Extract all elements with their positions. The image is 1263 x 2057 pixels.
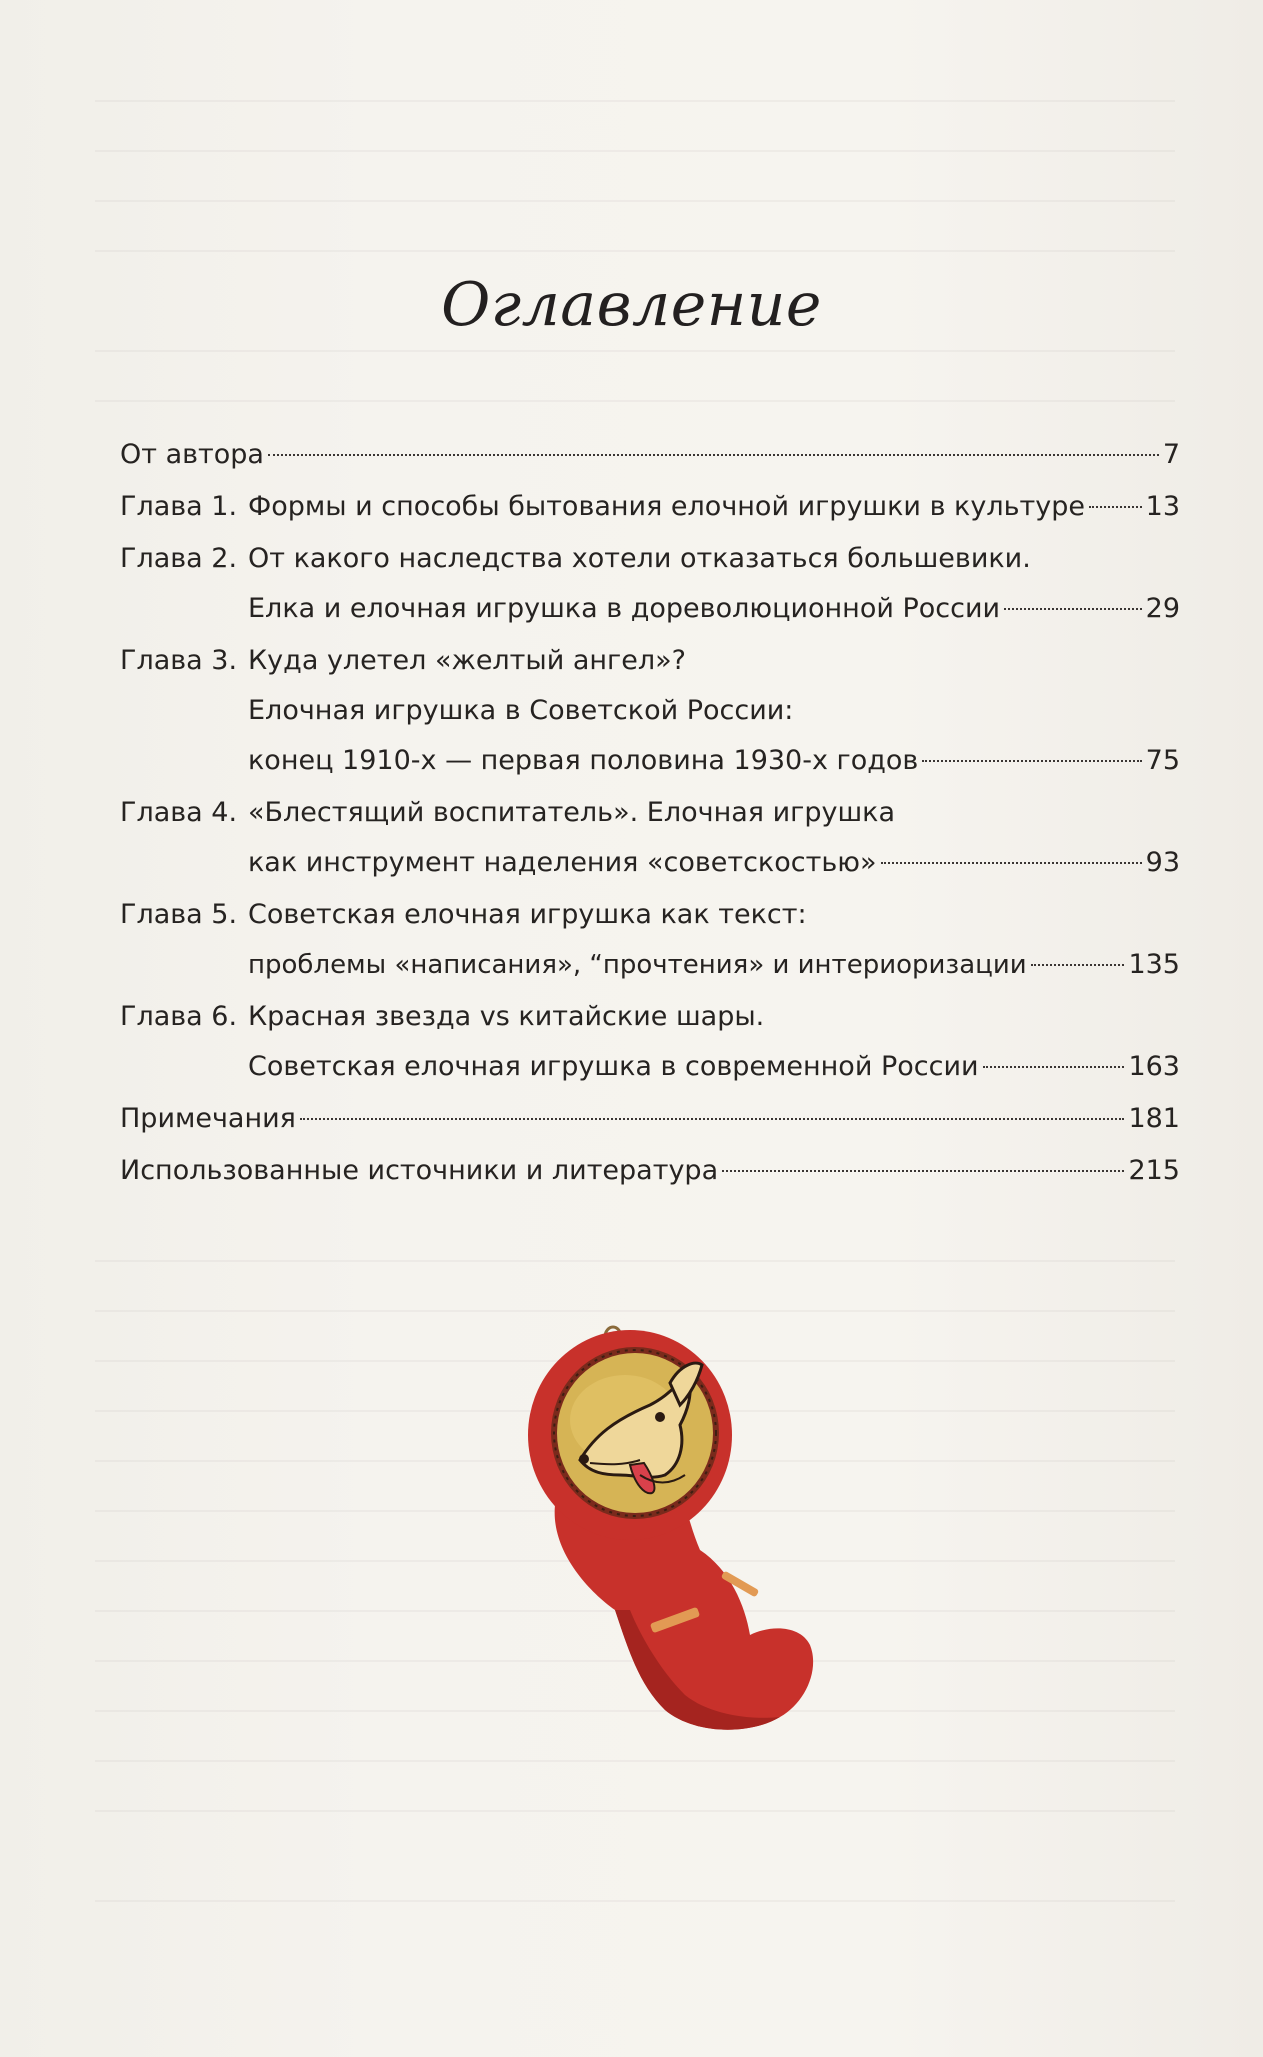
leader-dots	[1089, 506, 1142, 508]
page-title: Оглавление	[441, 270, 822, 340]
toc-entry-notes[interactable]	[120, 1094, 1180, 1144]
leader-dots	[300, 1118, 1125, 1120]
toc-entry-title: проблемы «написания», “прочтения» и интериоризации	[248, 950, 1027, 980]
toc-entry-title: Советская елочная игрушка как текст:	[248, 899, 807, 930]
toc-entry-title: как инструмент наделения «советскостью»	[248, 847, 877, 878]
leader-dots	[983, 1066, 1125, 1068]
toc-page-number: 75	[1145, 745, 1180, 776]
toc-entry-title: «Блестящий воспитатель». Елочная игрушка	[248, 797, 895, 828]
toc-entry-title: конец 1910-х — первая половина 1930-х годов	[248, 745, 919, 776]
red-dog-cosmonaut-ornament-icon	[520, 1325, 870, 1745]
toc-page-number: 215	[1128, 1155, 1180, 1186]
toc-entry-title: Куда улетел «желтый ангел»?	[248, 645, 686, 676]
chapter-label: Глава 6.	[120, 1001, 238, 1032]
toc-entry-title: От автора	[120, 439, 264, 470]
toc-entry-chapter-3[interactable]	[120, 636, 1180, 786]
toc-page-number: 7	[1162, 439, 1180, 470]
toc-entry-title: Формы и способы бытования елочной игрушки в культуре	[248, 491, 1085, 522]
leader-dots	[881, 862, 1142, 864]
toc-entry-chapter-1[interactable]	[120, 482, 1180, 532]
toc-entry-title: Советская елочная игрушка в современной России	[248, 1051, 979, 1082]
toc-entry-title: Примечания	[120, 1103, 296, 1134]
leader-dots	[1004, 608, 1142, 610]
toc-entry-title: Елочная игрушка в Советской России:	[248, 695, 794, 726]
toc-entry-chapter-6[interactable]	[120, 992, 1180, 1092]
toc-page-number: 181	[1128, 1103, 1180, 1134]
leader-dots	[1031, 964, 1125, 966]
leader-dots	[722, 1170, 1124, 1172]
toc-entry-chapter-5[interactable]	[120, 890, 1180, 990]
toc-entry-chapter-2[interactable]	[120, 534, 1180, 634]
toc-entry-bibliography[interactable]	[120, 1146, 1180, 1196]
toc-entry-chapter-4[interactable]	[120, 788, 1180, 888]
toc-page-number: 135	[1128, 949, 1180, 980]
chapter-label: Глава 5.	[120, 899, 238, 930]
leader-dots	[922, 760, 1141, 762]
chapter-label: Глава 2.	[120, 543, 238, 574]
toc-entry-title: Красная звезда vs китайские шары.	[248, 1001, 765, 1032]
leader-dots	[268, 454, 1159, 456]
toc-page-number: 13	[1145, 491, 1180, 522]
chapter-label: Глава 4.	[120, 797, 238, 828]
toc-page-number: 93	[1145, 847, 1180, 878]
toc-page-number: 163	[1128, 1051, 1180, 1082]
chapter-label: Глава 1.	[120, 491, 238, 522]
toc-page-number: 29	[1145, 593, 1180, 624]
toc-entry-title: Использованные источники и литература	[120, 1155, 719, 1186]
toc-entry-title: Елка и елочная игрушка в дореволюционной России	[248, 593, 1001, 624]
toc-entry-foreword[interactable]	[120, 430, 1180, 480]
toc-entry-title: От какого наследства хотели отказаться большевики.	[248, 543, 1031, 574]
chapter-label: Глава 3.	[120, 645, 238, 676]
table-of-contents	[120, 430, 1180, 1198]
